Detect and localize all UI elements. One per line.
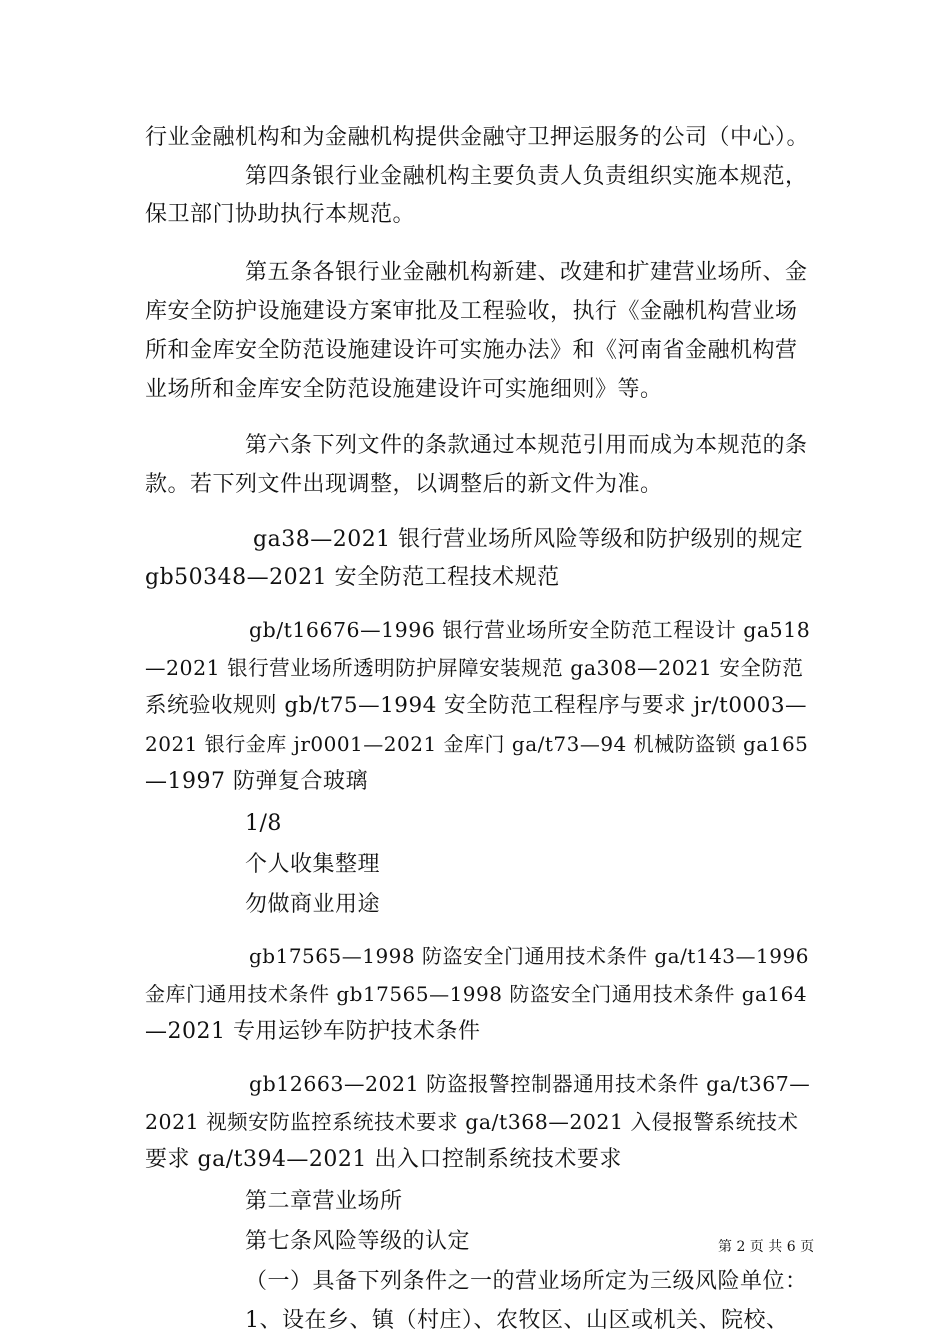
text-line: gb17565—1998 防盗安全门通用技术条件 ga/t143—1996: [249, 944, 809, 968]
text-line: 库安全防护设施建设方案审批及工程验收，执行《金融机构营业场: [145, 299, 798, 324]
text-line: 款。若下列文件出现调整，以调整后的新文件为准。: [145, 472, 663, 497]
text-line: 要求 ga/t394—2021 出入口控制系统技术要求: [145, 1147, 622, 1172]
text-line: —2021 银行营业场所透明防护屏障安装规范 ga308—2021 安全防范: [145, 656, 804, 680]
text-line: 个人收集整理: [245, 852, 381, 877]
chapter-heading: 第二章营业场所: [245, 1189, 403, 1214]
text-line: 1/8: [245, 811, 282, 836]
page-number: 第 2 页 共 6 页: [718, 1239, 815, 1255]
text-line: 所和金库安全防范设施建设许可实施办法》和《河南省金融机构营: [145, 338, 798, 363]
text-line: 1、设在乡、镇（村庄）、农牧区、山区或机关、院校、: [245, 1308, 789, 1333]
text-line: 系统验收规则 gb/t75—1994 安全防范工程程序与要求 jr/t0003—: [145, 693, 808, 718]
text-line: gb50348—2021 安全防范工程技术规范: [145, 565, 560, 590]
text-line: 金库门通用技术条件 gb17565—1998 防盗安全门通用技术条件 ga164: [145, 982, 808, 1006]
article-heading: 第七条风险等级的认定: [245, 1229, 471, 1254]
text-line: 勿做商业用途: [245, 892, 381, 917]
text-line: 第五条各银行业金融机构新建、改建和扩建营业场所、金: [245, 260, 808, 285]
text-line: 保卫部门协助执行本规范。: [145, 202, 416, 227]
text-line: gb/t16676—1996 银行营业场所安全防范工程设计 ga518: [249, 618, 811, 642]
text-line: 第六条下列文件的条款通过本规范引用而成为本规范的条: [245, 433, 808, 458]
text-line: ga38—2021 银行营业场所风险等级和防护级别的规定: [253, 527, 804, 552]
text-line: —1997 防弹复合玻璃: [145, 769, 368, 794]
text-line: 2021 视频安防监控系统技术要求 ga/t368—2021 入侵报警系统技术: [145, 1110, 799, 1134]
text-line: 2021 银行金库 jr0001—2021 金库门 ga/t73—94 机械防盗锁 ga165: [145, 732, 809, 756]
text-line: （一）具备下列条件之一的营业场所定为三级风险单位：: [245, 1269, 808, 1294]
text-line: 第四条银行业金融机构主要负责人负责组织实施本规范，: [245, 164, 808, 189]
text-line: gb12663—2021 防盗报警控制器通用技术条件 ga/t367—: [249, 1072, 811, 1096]
text-line: 行业金融机构和为金融机构提供金融守卫押运服务的公司（中心）。: [145, 125, 810, 150]
text-line: 业场所和金库安全防范设施建设许可实施细则》等。: [145, 377, 663, 402]
text-line: —2021 专用运钞车防护技术条件: [145, 1019, 481, 1044]
